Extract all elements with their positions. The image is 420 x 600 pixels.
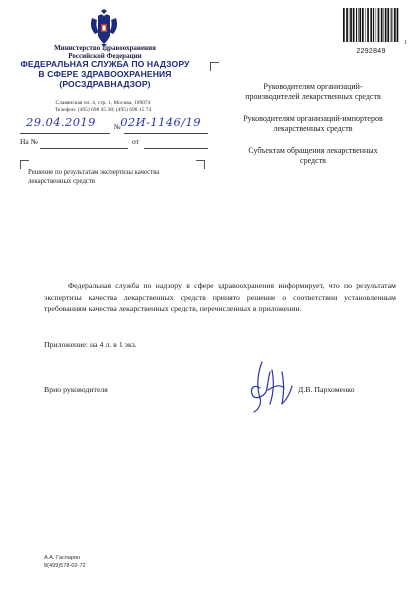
barcode-bar [353,8,355,42]
barcode-bar [349,8,350,42]
letter-subject: Решение по результатам экспертизы качества лекарственных средств [28,169,160,186]
barcode-bar [362,8,364,42]
recipient-2: Руководителям организаций-импортеров лекарственных средств [243,113,383,134]
ministry-line-2: Российской Федерации [68,52,142,61]
handwritten-registration [26,115,201,129]
reference-line [20,137,210,151]
barcode-bar [350,8,352,42]
page-mark: 1 [404,40,407,46]
address-bracket-left [210,62,219,71]
barcode-number: 2292849 [356,48,386,55]
barcode-bar [356,8,357,42]
barcode-bar [373,8,374,42]
number-underline [124,133,208,134]
phone-line: Телефон: (495) 698 45 38; (495) 698 15 74 [54,107,152,114]
executor-phone: 8(499)578-02-72 [44,562,86,569]
date-underline [20,133,110,134]
executor-name: А.А. Гаспарян [44,555,81,561]
barcode-bar [359,8,361,42]
barcode-bar [394,8,396,42]
sender-address [28,100,178,115]
reference-date-label: от [132,137,139,146]
service-line-2: В СФЕРЕ ЗДРАВООХРАНЕНИЯ [38,68,172,79]
reference-date-underline [144,148,208,149]
registration-date: 29.04.2019 [26,115,96,129]
address-line: Славянская пл. 4, стр. 1, Москва, 109074 [55,100,151,106]
barcode [342,8,400,55]
reference-number-label: На № [20,137,38,146]
barcode-bar [385,8,387,42]
barcode-bar [365,8,366,42]
barcode-bar [391,8,392,42]
coat-of-arms-emblem [88,8,120,48]
registration-line [20,115,210,135]
letterhead [20,44,190,90]
service-line-1: ФЕДЕРАЛЬНАЯ СЛУЖБА ПО НАДЗОРУ [20,59,190,70]
recipient-3: Субъектам обращения лекарственных средств [248,145,378,165]
barcode-bar [367,8,369,42]
service-line-3: (РОСЗДРАВНАДЗОР) [59,78,151,89]
handwritten-signature [248,358,298,416]
barcode-bars [342,8,400,42]
barcode-bar [381,8,383,42]
recipient-1: Руководителям организаций-производителей лекарственных средств [245,82,381,102]
reference-number-underline [40,148,128,149]
barcode-bar [397,8,399,42]
letter-body: Федеральная служба по надзору в сфере здравоохранения информирует, что по результатам экспертизы качества лекарственных средств принято решение о соответствии установленным требованиям качества лекарственных средств, перечисленных в приложении. [44,281,396,314]
barcode-bar [370,8,372,42]
attachment-note: Приложение: на 4 л. в 1 экз. [44,340,137,349]
registration-number: 02И-1146/19 [120,115,201,129]
barcode-bar [387,8,389,42]
barcode-bar [383,8,384,42]
barcode-bar [343,8,345,42]
subject-bracket-right [196,160,205,169]
signatory-name: Д.В. Пархоменко [298,385,355,394]
recipients-block [238,82,388,177]
barcode-bar [376,8,377,42]
ministry-line-1: Министерство здравоохранения [54,44,156,52]
barcode-bar [378,8,380,42]
barcode-bar [346,8,348,42]
executor-info [44,555,86,571]
number-label: № [114,123,121,131]
barcode-bar [393,8,394,42]
barcode-bar [358,8,359,42]
signatory-title: Врио руководителя [44,385,108,394]
